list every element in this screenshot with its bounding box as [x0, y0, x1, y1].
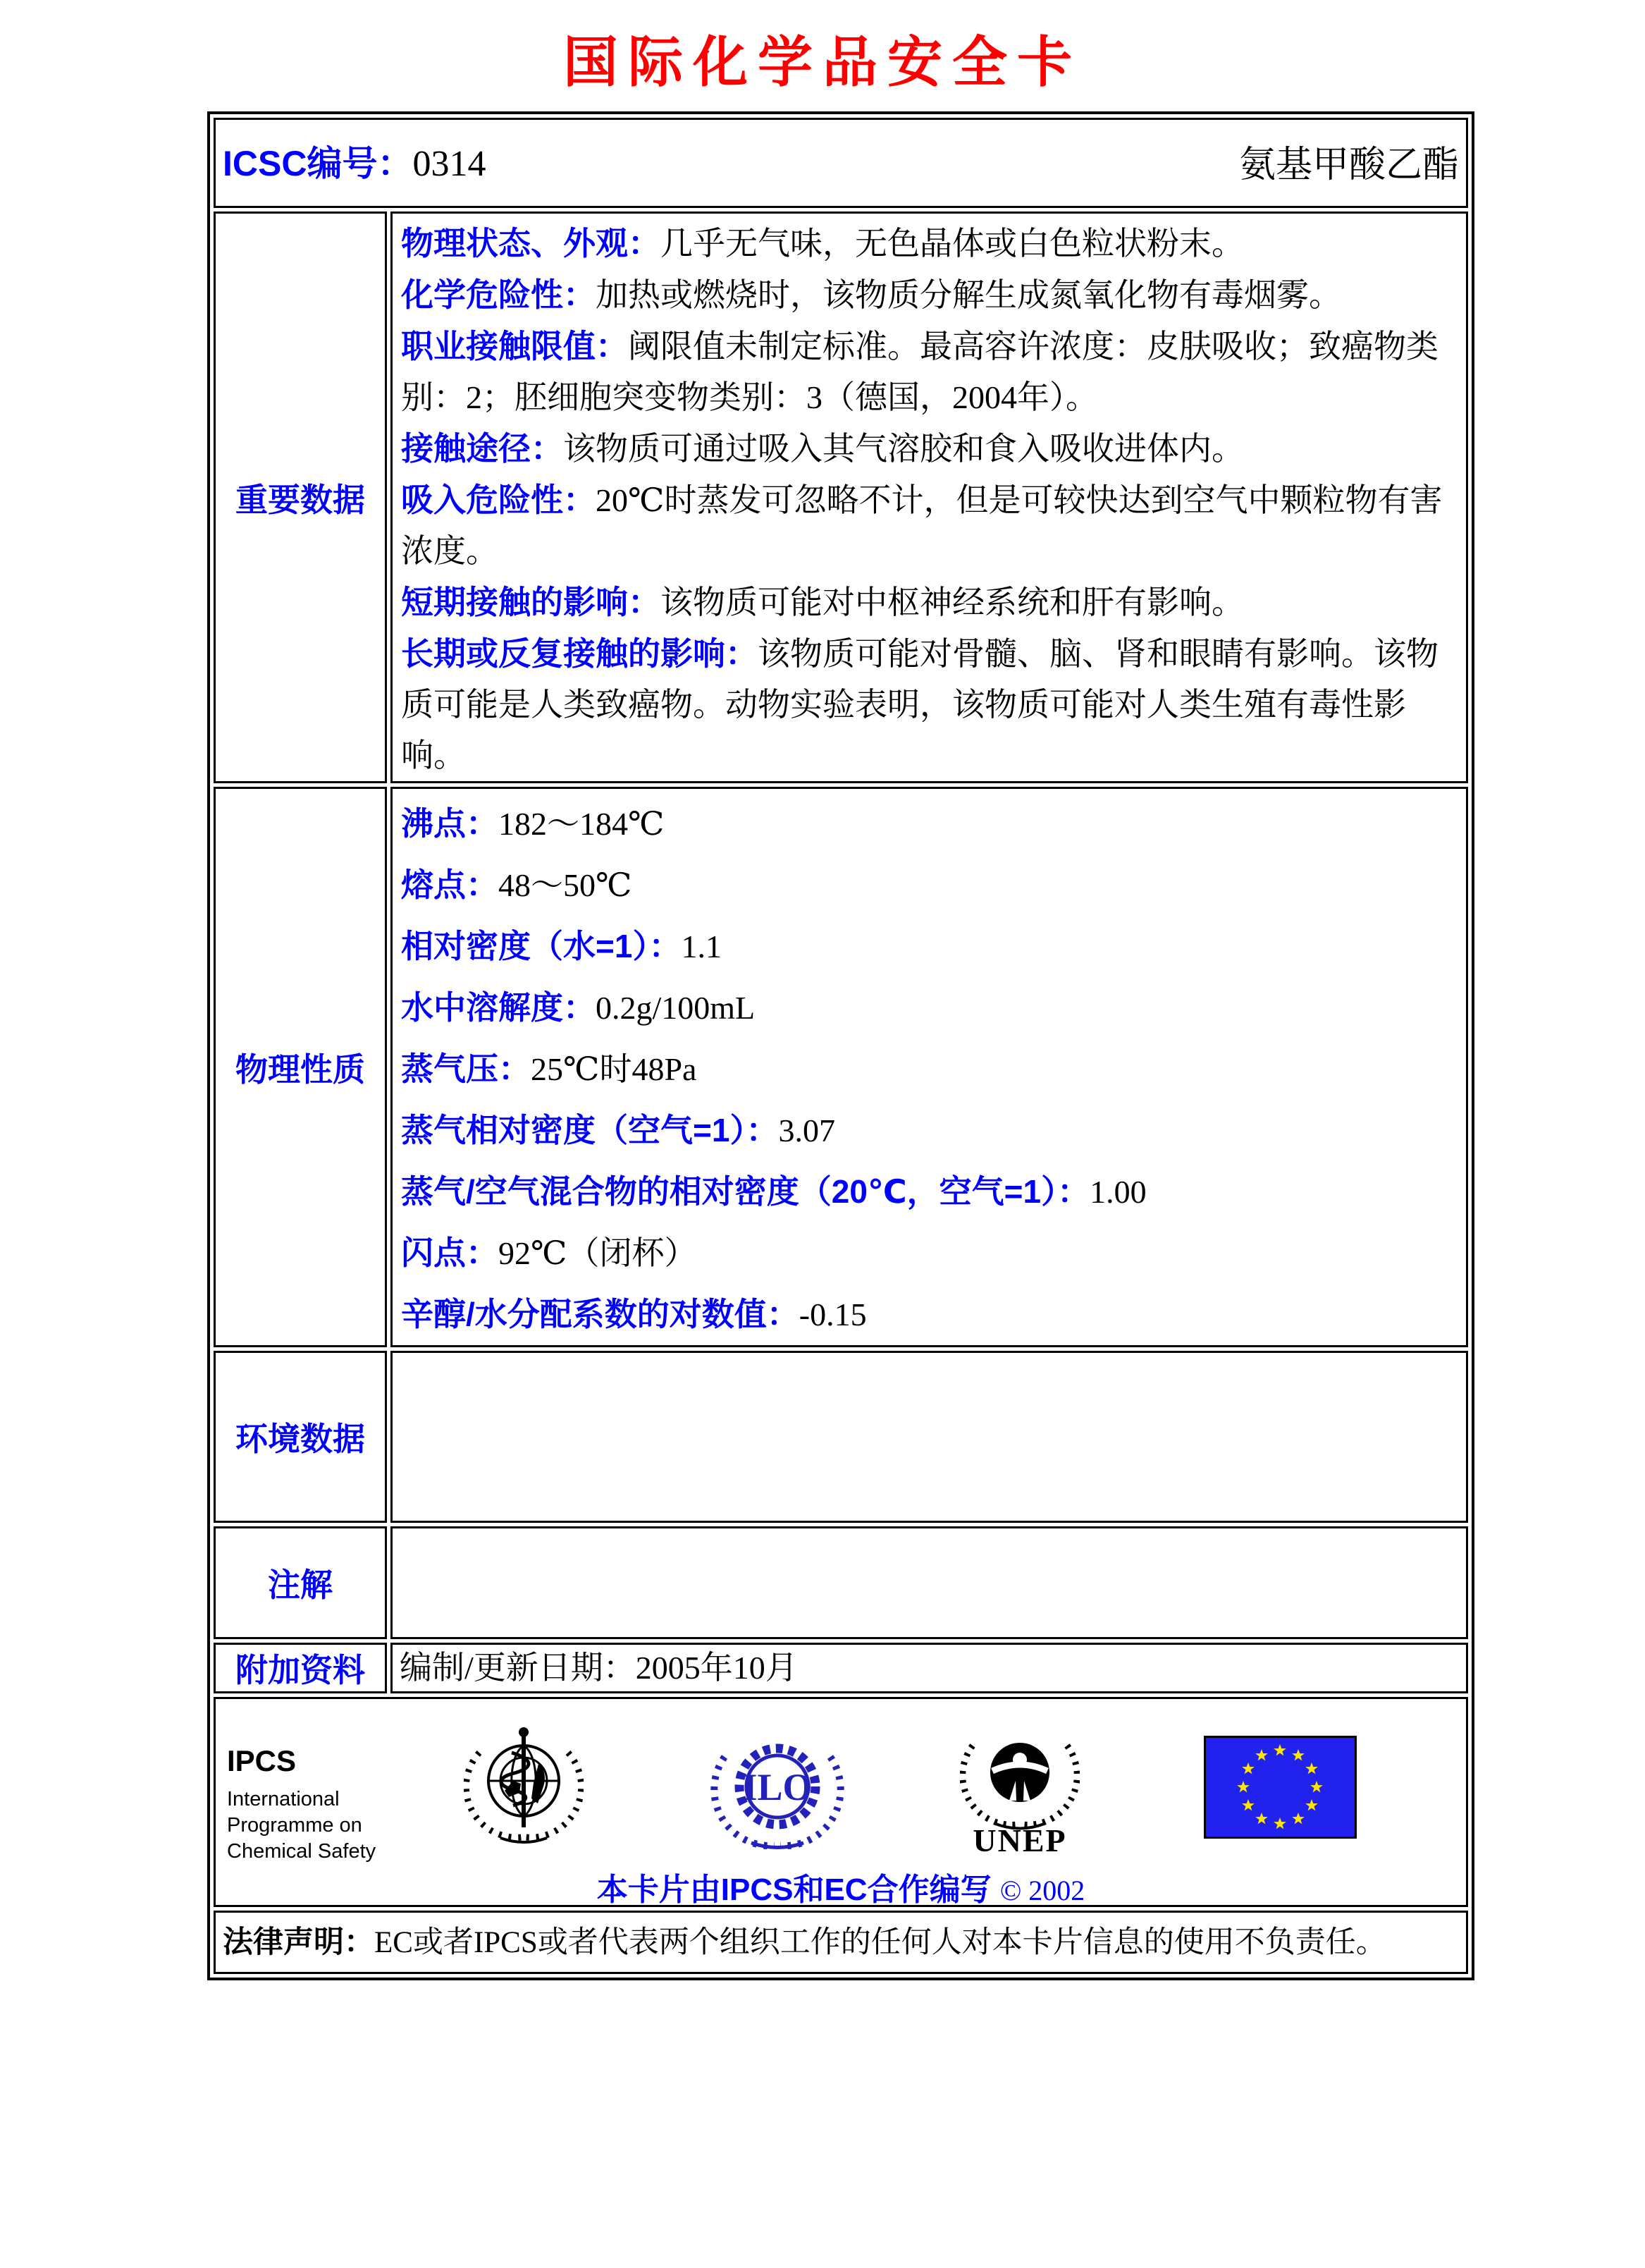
legal-notice-label: 法律声明：	[223, 1925, 374, 1959]
field-short-term-effects	[401, 577, 1458, 628]
update-date-label: 编制/更新日期：	[400, 1650, 636, 1686]
field-physical-state-appearance	[401, 218, 1458, 269]
logos-row	[214, 1697, 1468, 1907]
ipcs-text-block	[227, 1744, 376, 1865]
short-term-effects-label: 短期接触的影响：	[401, 584, 660, 620]
section-label-additional-info: 附加资料	[214, 1643, 387, 1693]
water-solubility-value: 0.2g/100mL	[596, 990, 756, 1026]
field-chemical-dangers	[401, 269, 1458, 321]
card-header-cell	[214, 118, 1468, 208]
field-inhalation-risk	[401, 474, 1458, 577]
icsc-card-table	[207, 111, 1474, 1980]
field-occupational-exposure-limits	[401, 321, 1458, 423]
field-water-solubility	[401, 977, 1458, 1038]
inhalation-risk-value: 20℃时蒸发可忽略不计，但是可较快达到空气中颗粒物有害浓度。	[401, 482, 1443, 569]
melting-point-value: 48～50℃	[498, 867, 632, 903]
field-vapour-air-mixture-density	[401, 1161, 1458, 1222]
vapour-air-mixture-density-value: 1.00	[1090, 1174, 1147, 1210]
legal-notice-text: EC或者IPCS或者代表两个组织工作的任何人对本卡片信息的使用不负责任。	[374, 1926, 1386, 1959]
physical-state-appearance-value: 几乎无气味，无色晶体或白色粒状粉末。	[660, 226, 1244, 262]
chemical-dangers-label: 化学危险性：	[401, 276, 596, 313]
long-term-effects-value: 该物质可能对骨髓、脑、肾和眼睛有影响。该物质可能是人类致癌物。动物实验表明，该物质可能对人类生殖有毒性影响。	[401, 636, 1438, 773]
update-date-value: 2005年10月	[635, 1650, 798, 1686]
unep-logo-text: UNEP	[973, 1822, 1067, 1858]
flash-point-label: 闪点：	[401, 1234, 498, 1271]
boiling-point-label: 沸点：	[401, 805, 498, 842]
vapour-density-label: 蒸气相对密度（空气=1）：	[401, 1112, 779, 1148]
octanol-water-partition-value: -0.15	[799, 1297, 867, 1332]
ipcs-line1: International	[227, 1788, 340, 1810]
section-label-environmental-data: 环境数据	[214, 1351, 387, 1523]
physical-properties-content	[390, 787, 1468, 1347]
icsc-number-label: ICSC编号：	[223, 144, 413, 183]
chemical-dangers-value: 加热或燃烧时，该物质分解生成氮氧化物有毒烟雾。	[596, 277, 1341, 313]
icsc-number	[223, 135, 486, 186]
unep-logo-icon	[960, 1720, 1080, 1858]
section-label-important-data: 重要数据	[214, 212, 387, 783]
vapour-density-value: 3.07	[778, 1112, 835, 1148]
routes-of-exposure-value: 该物质可通过吸入其气溶胶和食入吸收进体内。	[563, 431, 1244, 467]
relative-density-value: 1.1	[681, 928, 722, 964]
inhalation-risk-label: 吸入危险性：	[401, 482, 596, 518]
chemical-name: 氨基甲酸乙酯	[1238, 145, 1459, 185]
field-boiling-point	[401, 793, 1458, 854]
occupational-exposure-limits-value: 阈限值未制定标准。最高容许浓度：皮肤吸收；致癌物类别：2；胚细胞突变物类别：3（德国，2004年）。	[401, 329, 1438, 415]
routes-of-exposure-label: 接触途径：	[401, 430, 563, 467]
water-solubility-label: 水中溶解度：	[401, 989, 596, 1026]
section-label-notes: 注解	[214, 1526, 387, 1639]
field-octanol-water-partition	[401, 1284, 1458, 1345]
ipcs-line2: Programme on	[227, 1814, 362, 1837]
field-vapour-pressure	[401, 1038, 1458, 1100]
legal-row	[214, 1911, 1468, 1974]
eu-flag-icon	[1204, 1736, 1357, 1839]
field-vapour-density	[401, 1100, 1458, 1161]
ipcs-line3: Chemical Safety	[227, 1840, 376, 1863]
page-title: 国际化学品安全卡	[562, 31, 1082, 93]
important-data-content	[390, 212, 1468, 783]
boiling-point-value: 182～184℃	[498, 806, 665, 842]
melting-point-label: 熔点：	[401, 866, 498, 903]
occupational-exposure-limits-label: 职业接触限值：	[401, 328, 628, 364]
ilo-logo-icon	[710, 1731, 844, 1850]
vapour-pressure-label: 蒸气压：	[401, 1050, 531, 1087]
long-term-effects-label: 长期或反复接触的影响：	[401, 635, 758, 672]
notes-content	[390, 1526, 1468, 1639]
vapour-pressure-value: 25℃时48Pa	[531, 1051, 697, 1087]
ipcs-abbr: IPCS	[227, 1744, 297, 1777]
credit-line	[216, 1864, 1466, 1909]
who-logo-icon	[464, 1723, 584, 1846]
icsc-number-value: 0314	[412, 144, 486, 184]
additional-info-content	[390, 1643, 1468, 1693]
vapour-air-mixture-density-label: 蒸气/空气混合物的相对密度（20℃，空气=1）：	[401, 1173, 1090, 1210]
field-relative-density	[401, 916, 1458, 977]
relative-density-label: 相对密度（水=1）：	[401, 928, 682, 964]
physical-state-appearance-label: 物理状态、外观：	[401, 225, 660, 262]
credit-text: 本卡片由IPCS和EC合作编写	[596, 1872, 992, 1907]
section-label-physical-properties: 物理性质	[214, 787, 387, 1347]
environmental-data-content	[390, 1351, 1468, 1523]
short-term-effects-value: 该物质可能对中枢神经系统和肝有影响。	[660, 584, 1244, 620]
field-flash-point	[401, 1222, 1458, 1284]
credit-year: © 2002	[999, 1875, 1085, 1906]
field-long-term-effects	[401, 628, 1458, 781]
flash-point-value: 92℃（闭杯）	[498, 1235, 697, 1271]
field-routes-of-exposure	[401, 423, 1458, 474]
ilo-logo-text: ILO	[742, 1766, 813, 1808]
octanol-water-partition-label: 辛醇/水分配系数的对数值：	[401, 1296, 799, 1332]
field-melting-point	[401, 854, 1458, 916]
